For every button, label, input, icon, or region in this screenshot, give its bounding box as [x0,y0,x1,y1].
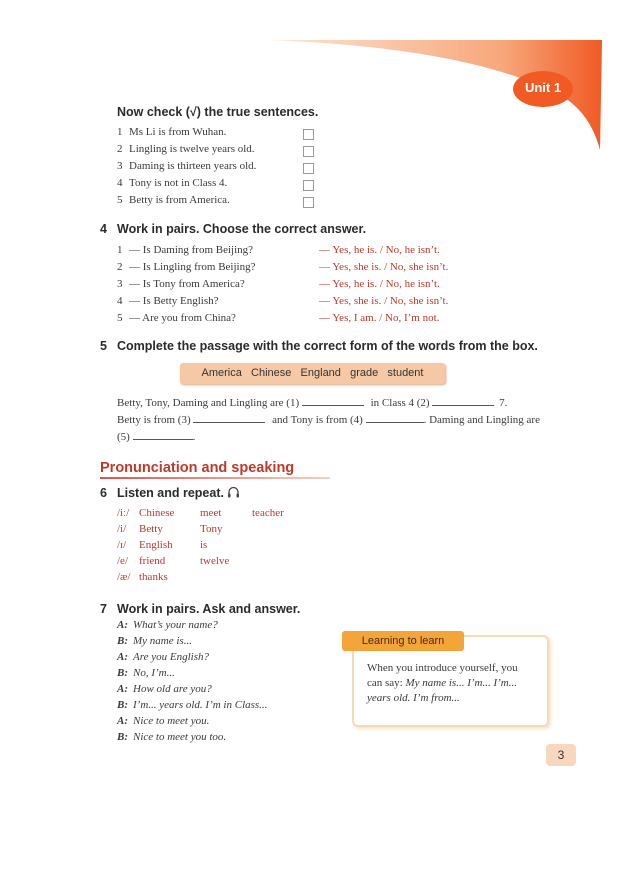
check-heading: Now check (√) the true sentences. [117,105,319,119]
exercise-4-number: 4 [100,222,107,236]
question-text: — Is Betty English? [129,295,219,307]
check-item [117,160,256,177]
blank-5[interactable] [133,430,193,440]
passage-text: . Daming and Lingling are [423,414,540,426]
question-row [117,312,440,329]
headphones-icon [227,486,240,499]
item-number: 2 [117,143,123,155]
speaker: B: [117,699,128,711]
exercise-5-heading: Complete the passage with the correct form of the words from the box. [117,339,538,353]
passage-line-1 [117,396,507,409]
item-number: 1 [117,126,123,138]
phonetic-symbol: /ɪ/ [117,539,127,551]
dialogue-line [117,635,267,651]
phonetic-symbol: /i/ [117,523,127,535]
exercise-4-heading: Work in pairs. Choose the correct answer. [117,222,367,236]
dialogue-line [117,619,267,635]
dialogue-text: Are you English? [133,651,209,663]
phonetic-symbol: /æ/ [117,571,131,583]
word: twelve [200,555,230,567]
dialogue-line [117,699,267,715]
word: Betty [139,523,163,535]
word: Chinese [139,507,175,519]
item-number: 5 [117,312,123,324]
passage-line-2 [117,413,540,426]
page-number: 3 [546,744,576,766]
item-number: 4 [117,177,123,189]
question-text: — Is Daming from Beijing? [129,244,254,256]
question-text: — Are you from China? [129,312,236,324]
word: Tony [200,523,223,535]
speaker: A: [117,619,128,631]
phonetic-symbol: /iː/ [117,507,130,519]
blank-4[interactable] [366,413,424,423]
checkbox[interactable] [303,129,314,140]
check-item [117,143,256,160]
dialogue-line [117,651,267,667]
check-item [117,194,256,211]
learning-label: Learning to learn [342,631,464,651]
item-text: Ms Li is from Wuhan. [129,126,227,138]
question-text: — Is Lingling from Beijing? [129,261,256,273]
speaker: B: [117,635,128,647]
checkbox[interactable] [303,180,314,191]
question-row [117,295,449,312]
word: teacher [252,507,284,519]
dialogue-text: Nice to meet you. [133,715,210,727]
check-item [117,126,256,143]
question-row [117,261,449,278]
dialogue-text: What’s your name? [133,619,218,631]
passage-text: Betty, Tony, Daming and Lingling are (1) [117,397,300,409]
exercise-4-list [117,244,449,329]
section-title: Pronunciation and speaking [100,460,295,476]
learning-text-1: When you introduce yourself, you [367,662,518,674]
dialogue [117,619,267,747]
item-text: Betty is from America. [129,194,230,206]
word: friend [139,555,166,567]
dialogue-line [117,731,267,747]
answer-choice[interactable]: — Yes, I am. / No, I’m not. [319,312,440,324]
exercise-6-heading: Listen and repeat. [117,486,224,500]
answer-choice[interactable]: — Yes, he is. / No, he isn’t. [319,244,440,256]
check-list [117,126,256,211]
dialogue-text: How old are you? [133,683,212,695]
speaker: A: [117,651,128,663]
item-text: Tony is not in Class 4. [129,177,228,189]
dialogue-line [117,715,267,731]
blank-2[interactable] [432,396,494,406]
answer-choice[interactable]: — Yes, she is. / No, she isn’t. [319,295,449,307]
dialogue-text: My name is... [133,635,192,647]
learning-text-2 [367,677,517,689]
speaker: B: [117,667,128,679]
passage-text: 7. [499,397,508,409]
passage-text: Betty is from (3) [117,414,191,426]
speaker: A: [117,683,128,695]
learning-text: can say: [367,677,406,689]
exercise-7-heading: Work in pairs. Ask and answer. [117,602,301,616]
question-text: — Is Tony from America? [129,278,245,290]
item-text: Daming is thirteen years old. [129,160,257,172]
checkbox[interactable] [303,163,314,174]
passage-text: (5) [117,431,130,443]
dialogue-text: No, I’m... [133,667,175,679]
dialogue-text: I’m... years old. I’m in Class... [133,699,268,711]
checkbox[interactable] [303,197,314,208]
item-number: 1 [117,244,123,256]
item-number: 3 [117,278,123,290]
item-number: 2 [117,261,123,273]
passage-text: in Class 4 (2) [370,397,430,409]
passage-line-3 [117,430,195,443]
unit-label: Unit 1 [524,80,562,95]
question-row [117,278,440,295]
item-number: 3 [117,160,123,172]
speaker: B: [117,731,128,743]
blank-3[interactable] [193,413,265,423]
word: meet [200,507,222,519]
exercise-6-number: 6 [100,486,107,500]
checkbox[interactable] [303,146,314,157]
question-row [117,244,440,261]
check-item [117,177,256,194]
word: is [200,539,208,551]
learning-text-3: years old. I’m from... [367,692,460,704]
answer-choice[interactable]: — Yes, she is. / No, she isn’t. [319,261,449,273]
dialogue-line [117,667,267,683]
word: English [139,539,173,551]
item-text: Lingling is twelve years old. [129,143,255,155]
word: thanks [139,571,168,583]
learning-text-italic: My name is... I’m... I’m... [405,677,517,689]
item-number: 4 [117,295,123,307]
passage-text: and Tony is from (4) [272,414,363,426]
phonetic-symbol: /e/ [117,555,128,567]
blank-1[interactable] [302,396,364,406]
answer-choice[interactable]: — Yes, he is. / No, he isn’t. [319,278,440,290]
passage-text: . [192,431,196,443]
section-underline [100,477,330,479]
dialogue-text: Nice to meet you too. [133,731,227,743]
dialogue-line [117,683,267,699]
exercise-7-number: 7 [100,602,107,616]
item-number: 5 [117,194,123,206]
word-box: America Chinese England grade student [180,363,445,384]
speaker: A: [117,715,128,727]
exercise-5-number: 5 [100,339,107,353]
